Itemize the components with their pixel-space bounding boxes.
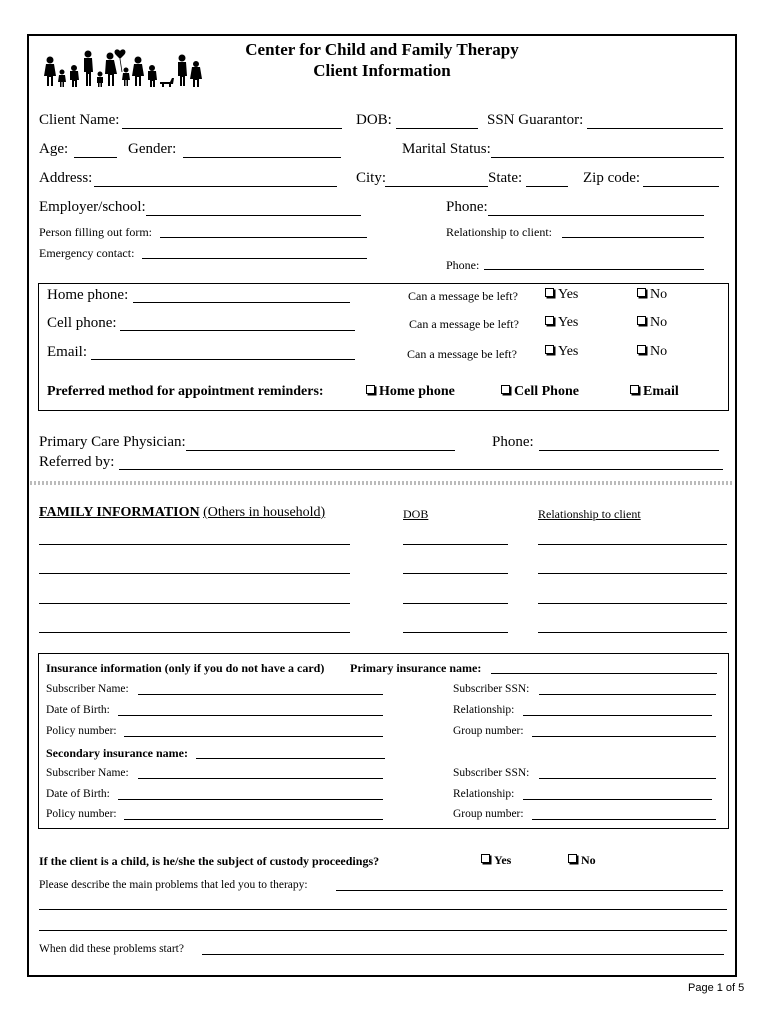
emergency-contact-field[interactable]: [142, 258, 367, 259]
primary-subscriber-name-field[interactable]: [138, 694, 383, 695]
emergency-phone-label: Phone:: [446, 258, 480, 272]
secondary-relationship-label: Relationship:: [453, 788, 515, 800]
section-divider: [30, 481, 734, 485]
checkbox-icon: [481, 854, 490, 863]
ssn-guarantor-label: SSN Guarantor:: [487, 112, 584, 128]
city-field[interactable]: [385, 186, 488, 187]
primary-dob-label: Date of Birth:: [46, 704, 110, 716]
family-name-field[interactable]: [39, 573, 350, 574]
checkbox-icon: [545, 288, 554, 297]
home-message-yes[interactable]: Yes: [545, 287, 578, 303]
person-filling-label: Person filling out form:: [39, 225, 152, 239]
state-field[interactable]: [526, 186, 568, 187]
family-dob-field[interactable]: [403, 632, 508, 633]
cell-message-question: Can a message be left?: [409, 317, 519, 331]
home-phone-field[interactable]: [133, 302, 350, 303]
family-dob-field[interactable]: [403, 603, 508, 604]
primary-subscriber-ssn-field[interactable]: [539, 694, 716, 695]
insurance-intro: Insurance information (only if you do not have a card): [46, 661, 325, 675]
referred-by-field[interactable]: [119, 469, 723, 470]
checkbox-icon: [545, 345, 554, 354]
secondary-insurance-label: Secondary insurance name:: [46, 746, 188, 760]
family-name-field[interactable]: [39, 632, 350, 633]
relationship-field[interactable]: [562, 237, 704, 238]
primary-insurance-field[interactable]: [491, 673, 717, 674]
email-field[interactable]: [91, 359, 355, 360]
preferred-method-label: Preferred method for appointment reminders:: [47, 384, 324, 399]
emergency-phone-field[interactable]: [484, 269, 704, 270]
family-name-field[interactable]: [39, 603, 350, 604]
problems-field-line[interactable]: [39, 909, 727, 910]
pcp-label: Primary Care Physician:: [39, 434, 186, 450]
primary-dob-field[interactable]: [118, 715, 383, 716]
custody-no[interactable]: No: [568, 853, 596, 868]
cell-message-no[interactable]: No: [637, 315, 667, 331]
cell-phone-field[interactable]: [120, 330, 355, 331]
problems-start-label: When did these problems start?: [39, 943, 184, 955]
primary-relationship-label: Relationship:: [453, 704, 515, 716]
email-label: Email:: [47, 344, 87, 360]
age-label: Age:: [39, 141, 69, 157]
family-relationship-field[interactable]: [538, 632, 727, 633]
person-filling-field[interactable]: [160, 237, 367, 238]
pcp-field[interactable]: [186, 450, 455, 451]
secondary-group-label: Group number:: [453, 808, 524, 820]
primary-policy-field[interactable]: [124, 736, 383, 737]
secondary-subscriber-ssn-label: Subscriber SSN:: [453, 767, 530, 779]
pref-email[interactable]: Email: [630, 384, 679, 400]
problems-field-line[interactable]: [39, 930, 727, 931]
primary-subscriber-ssn-label: Subscriber SSN:: [453, 683, 530, 695]
checkbox-icon: [630, 385, 639, 394]
marital-status-label: Marital Status:: [402, 141, 491, 157]
emergency-contact-label: Emergency contact:: [39, 246, 135, 260]
secondary-policy-label: Policy number:: [46, 808, 117, 820]
client-name-label: Client Name:: [39, 112, 120, 128]
pref-home-phone[interactable]: Home phone: [366, 384, 455, 400]
family-relationship-field[interactable]: [538, 603, 727, 604]
insurance-box: [38, 653, 729, 829]
checkbox-icon: [501, 385, 510, 394]
secondary-group-field[interactable]: [532, 819, 716, 820]
problems-label: Please describe the main problems that led you to therapy:: [39, 879, 308, 891]
pcp-phone-label: Phone:: [492, 434, 534, 450]
marital-status-field[interactable]: [491, 157, 724, 158]
dob-field[interactable]: [396, 128, 478, 129]
family-dob-field[interactable]: [403, 544, 508, 545]
pcp-phone-field[interactable]: [539, 450, 719, 451]
checkbox-icon: [637, 288, 646, 297]
secondary-subscriber-name-label: Subscriber Name:: [46, 767, 129, 779]
city-label: City:: [356, 170, 387, 186]
home-message-no[interactable]: No: [637, 287, 667, 303]
primary-relationship-field[interactable]: [523, 715, 712, 716]
ssn-guarantor-field[interactable]: [587, 128, 723, 129]
home-phone-label: Home phone:: [47, 287, 129, 303]
family-dob-field[interactable]: [403, 573, 508, 574]
employer-field[interactable]: [146, 215, 361, 216]
secondary-dob-label: Date of Birth:: [46, 788, 110, 800]
checkbox-icon: [568, 854, 577, 863]
address-field[interactable]: [94, 186, 337, 187]
email-message-question: Can a message be left?: [407, 347, 517, 361]
address-label: Address:: [39, 170, 93, 186]
state-label: State:: [488, 170, 523, 186]
gender-field[interactable]: [183, 157, 341, 158]
page-number: Page 1 of 5: [688, 982, 745, 994]
secondary-dob-field[interactable]: [118, 799, 383, 800]
family-name-field[interactable]: [39, 544, 350, 545]
problems-field[interactable]: [336, 890, 723, 891]
cell-message-yes[interactable]: Yes: [545, 315, 578, 331]
primary-subscriber-name-label: Subscriber Name:: [46, 683, 129, 695]
cell-phone-label: Cell phone:: [47, 315, 117, 331]
checkbox-icon: [545, 316, 554, 325]
checkbox-icon: [366, 385, 375, 394]
phone-label: Phone:: [446, 199, 488, 215]
custody-question: If the client is a child, is he/she the subject of custody proceedings?: [39, 854, 380, 868]
family-relationship-heading: Relationship to client: [538, 507, 641, 521]
secondary-relationship-field[interactable]: [523, 799, 712, 800]
checkbox-icon: [637, 345, 646, 354]
age-field[interactable]: [74, 157, 117, 158]
family-heading: FAMILY INFORMATION (Others in household): [39, 505, 326, 520]
checkbox-icon: [637, 316, 646, 325]
primary-group-field[interactable]: [532, 736, 716, 737]
email-message-no[interactable]: No: [637, 344, 667, 360]
employer-label: Employer/school:: [39, 199, 146, 215]
pref-cell-phone[interactable]: Cell Phone: [501, 384, 579, 400]
secondary-subscriber-name-field[interactable]: [138, 778, 383, 779]
client-name-field[interactable]: [122, 128, 342, 129]
phone-field[interactable]: [488, 215, 704, 216]
family-relationship-field[interactable]: [538, 573, 727, 574]
home-message-question: Can a message be left?: [408, 289, 518, 303]
primary-insurance-label: Primary insurance name:: [350, 661, 482, 675]
dob-label: DOB:: [356, 112, 392, 128]
family-logo-icon: [42, 46, 212, 90]
relationship-label: Relationship to client:: [446, 225, 552, 239]
form-title: Center for Child and Family Therapy: [245, 40, 519, 59]
secondary-subscriber-ssn-field[interactable]: [539, 778, 716, 779]
secondary-insurance-field[interactable]: [196, 758, 385, 759]
email-message-yes[interactable]: Yes: [545, 344, 578, 360]
zip-field[interactable]: [643, 186, 719, 187]
family-relationship-field[interactable]: [538, 544, 727, 545]
secondary-policy-field[interactable]: [124, 819, 383, 820]
family-dob-heading: DOB: [403, 507, 429, 521]
zip-label: Zip code:: [583, 170, 641, 186]
primary-policy-label: Policy number:: [46, 725, 117, 737]
referred-by-label: Referred by:: [39, 454, 115, 470]
primary-group-label: Group number:: [453, 725, 524, 737]
problems-start-field[interactable]: [202, 954, 724, 955]
form-subtitle: Client Information: [313, 61, 451, 80]
custody-yes[interactable]: Yes: [481, 853, 511, 868]
gender-label: Gender:: [128, 141, 177, 157]
